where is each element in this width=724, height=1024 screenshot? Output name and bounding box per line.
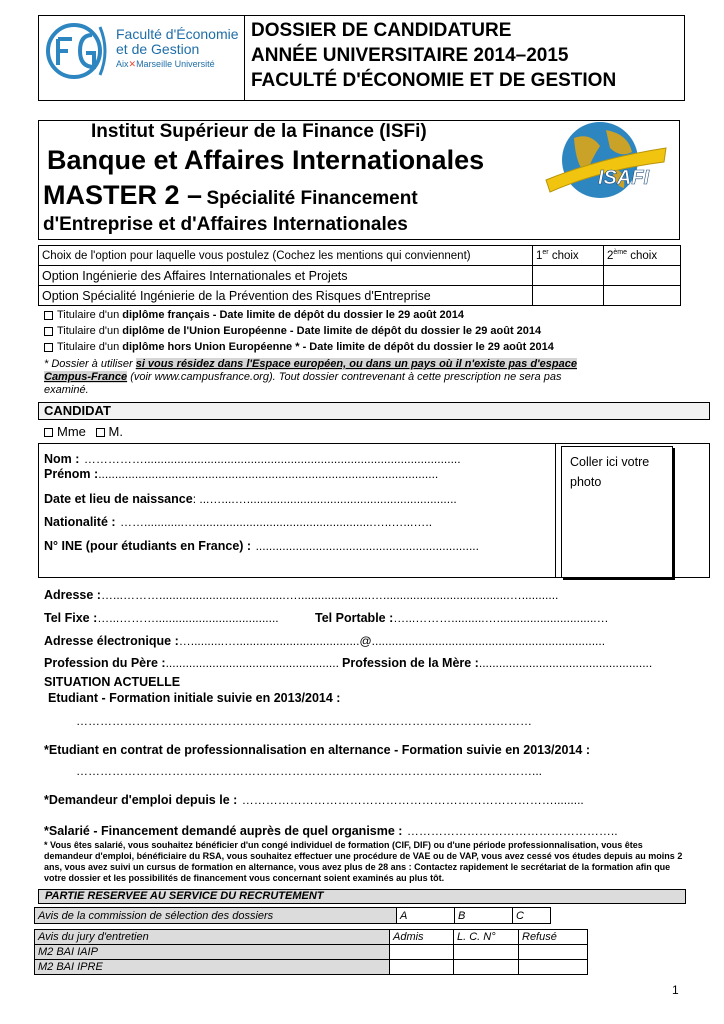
profession-pere-field[interactable]: Profession du Père :.................................................... bbox=[44, 656, 339, 670]
commission-table bbox=[34, 907, 551, 924]
logo-line2: et de Gestion bbox=[116, 41, 200, 57]
commission-label: Avis de la commission de sélection des dossiers bbox=[35, 908, 397, 924]
jury-row bbox=[35, 960, 588, 975]
option1-first-choice-cell[interactable] bbox=[533, 266, 604, 286]
commission-row bbox=[35, 908, 551, 924]
jury-label: Avis du jury d'entretien bbox=[35, 930, 390, 945]
checkbox[interactable] bbox=[44, 343, 53, 352]
jury-table bbox=[34, 929, 588, 975]
institute-name: Institut Supérieur de la Finance (ISFi) bbox=[91, 121, 427, 142]
titulaire-item: Titulaire d'un diplôme français - Date limite de dépôt du dossier le 29 août 2014 bbox=[44, 309, 464, 321]
prenom-field[interactable]: Prénom :...................................................................................................... bbox=[44, 467, 439, 481]
iaip-lcn-cell[interactable] bbox=[454, 945, 519, 960]
alternance-label: *Etudiant en contrat de professionnalisation en alternance - Formation suivie en 2013/2014 : bbox=[44, 743, 590, 757]
lcn-header: L. C. N° bbox=[454, 930, 519, 945]
situation-title: SITUATION ACTUELLE bbox=[44, 675, 181, 689]
candidat-section-header: CANDIDAT bbox=[38, 402, 710, 420]
header-title-3: FACULTÉ D'ÉCONOMIE ET DE GESTION bbox=[251, 70, 617, 91]
grade-c[interactable]: C bbox=[513, 908, 551, 924]
alternance-line[interactable]: ……………………………………………………………………………………………………... bbox=[76, 764, 543, 778]
option2-second-choice-cell[interactable] bbox=[604, 286, 681, 306]
iaip-label: M2 BAI IAIP bbox=[35, 945, 390, 960]
salarie-field[interactable]: *Salarié - Financement demandé auprès de quel organisme : …………………………………………….. bbox=[44, 824, 618, 838]
ipre-lcn-cell[interactable] bbox=[454, 960, 519, 975]
m-checkbox[interactable] bbox=[96, 428, 105, 437]
checkbox[interactable] bbox=[44, 311, 53, 320]
first-choice-header: 1er choix bbox=[533, 246, 604, 266]
civility-options: Mme M. bbox=[44, 424, 123, 439]
page-number: 1 bbox=[672, 983, 679, 997]
tel-portable-field[interactable]: Tel Portable :…...………..........…..............................… bbox=[315, 611, 609, 625]
adresse-field[interactable]: Adresse :…...………......................................…......................…......................................…........... bbox=[44, 588, 559, 602]
titulaire-item: Titulaire d'un diplôme hors Union Européenne * - Date limite de dépôt du dossier le 29 août 2014 bbox=[44, 341, 554, 353]
program-name: Banque et Affaires Internationales bbox=[47, 145, 485, 175]
jury-header-row bbox=[35, 930, 588, 945]
iaip-refuse-cell[interactable] bbox=[519, 945, 588, 960]
titulaire-item: Titulaire d'un diplôme de l'Union Européenne - Date limite de dépôt du dossier le 29 août 2014 bbox=[44, 325, 541, 337]
options-table bbox=[38, 245, 681, 306]
photo-placeholder[interactable]: Coller ici votre photo bbox=[561, 446, 673, 578]
logo-line1: Faculté d'Économie bbox=[116, 26, 239, 42]
etudiant-label: Etudiant - Formation initiale suivie en 2013/2014 : bbox=[48, 691, 341, 705]
globe-logo-icon bbox=[540, 118, 672, 208]
salarie-footnote: * Vous êtes salarié, vous souhaitez bénéficier d'un congé individuel de formation (CIF, DIF) ou d'une période professionnalisation, vous êtes demandeur d'emploi, bénéficiaire du RSA, vous souhaitez effectuer une procédure de VAE ou de VAP, vous avez cessé vos études depuis au moins 2 ans, vous avez suivi un cursus de formation en alternance, vous avez plus de 28 ans : Contactez rapidement le secrétariat de la formation afin que votre dossier et les possibilités de financement vous concernant soient examinés au plus tôt. bbox=[44, 840, 683, 883]
logo-line3: Aix✕Marseille Université bbox=[116, 59, 215, 69]
admis-header: Admis bbox=[390, 930, 454, 945]
dossier-note: * Dossier à utiliser si vous résidez dans l'Espace européen, ou dans un pays où il n'existe pas d'espace Campus-France (voir www.campusfrance.org). Tout dossier contrevenant à cette prescription ne sera pas examiné. bbox=[44, 358, 577, 396]
header-title-1: DOSSIER DE CANDIDATURE bbox=[251, 20, 512, 41]
jury-row bbox=[35, 945, 588, 960]
option-row bbox=[39, 266, 681, 286]
grade-a[interactable]: A bbox=[397, 908, 455, 924]
second-choice-header: 2ème choix bbox=[604, 246, 681, 266]
checkbox[interactable] bbox=[44, 327, 53, 336]
nationalite-field[interactable]: Nationalité : ……............….....................................................…..…...….. bbox=[44, 515, 433, 529]
specialty-line2: d'Entreprise et d'Affaires Internationales bbox=[43, 214, 408, 235]
profession-mere-field[interactable]: Profession de la Mère :.................................................... bbox=[342, 656, 653, 670]
option-label: Option Spécialité Ingénierie de la Prévention des Risques d'Entreprise bbox=[39, 286, 533, 306]
header-divider bbox=[244, 15, 245, 101]
photo-divider bbox=[555, 443, 556, 578]
header-title-2: ANNÉE UNIVERSITAIRE 2014–2015 bbox=[251, 45, 569, 66]
tel-fixe-field[interactable]: Tel Fixe :…...………..................................... bbox=[44, 611, 279, 625]
mme-checkbox[interactable] bbox=[44, 428, 53, 437]
ine-field[interactable]: N° INE (pour étudiants en France) : ................................................................... bbox=[44, 539, 479, 553]
recruitment-header: PARTIE RESERVEE AU SERVICE DU RECRUTEMENT bbox=[38, 889, 686, 904]
faculty-logo-mark-icon bbox=[44, 21, 112, 81]
faculty-logo bbox=[44, 17, 240, 85]
ipre-admis-cell[interactable] bbox=[390, 960, 454, 975]
nom-field[interactable]: Nom : ……………............................................................................................... bbox=[44, 452, 461, 466]
option-row bbox=[39, 286, 681, 306]
master-line: MASTER 2 – Spécialité Financement bbox=[43, 180, 418, 210]
option-label: Option Ingénierie des Affaires Internationales et Projets bbox=[39, 266, 533, 286]
options-header-row bbox=[39, 246, 681, 266]
option2-first-choice-cell[interactable] bbox=[533, 286, 604, 306]
iaip-admis-cell[interactable] bbox=[390, 945, 454, 960]
grade-b[interactable]: B bbox=[455, 908, 513, 924]
email-field[interactable]: Adresse électronique :…..........….....................................@...................................................................... bbox=[44, 634, 606, 648]
ipre-refuse-cell[interactable] bbox=[519, 960, 588, 975]
svg-text:ISAFI: ISAFI bbox=[598, 167, 650, 189]
etudiant-line[interactable]: …………………………………………………………………………………………………… bbox=[76, 714, 532, 728]
isafi-logo bbox=[540, 118, 672, 208]
refuse-header: Refusé bbox=[519, 930, 588, 945]
ipre-label: M2 BAI IPRE bbox=[35, 960, 390, 975]
options-header: Choix de l'option pour laquelle vous postulez (Cochez les mentions qui conviennent) bbox=[39, 246, 533, 266]
naissance-field[interactable]: Date et lieu de naissance: ...…....…............................................................... bbox=[44, 492, 457, 506]
demandeur-field[interactable]: *Demandeur d'emploi depuis le : ……………………………………………………………………......... bbox=[44, 793, 584, 807]
option1-second-choice-cell[interactable] bbox=[604, 266, 681, 286]
